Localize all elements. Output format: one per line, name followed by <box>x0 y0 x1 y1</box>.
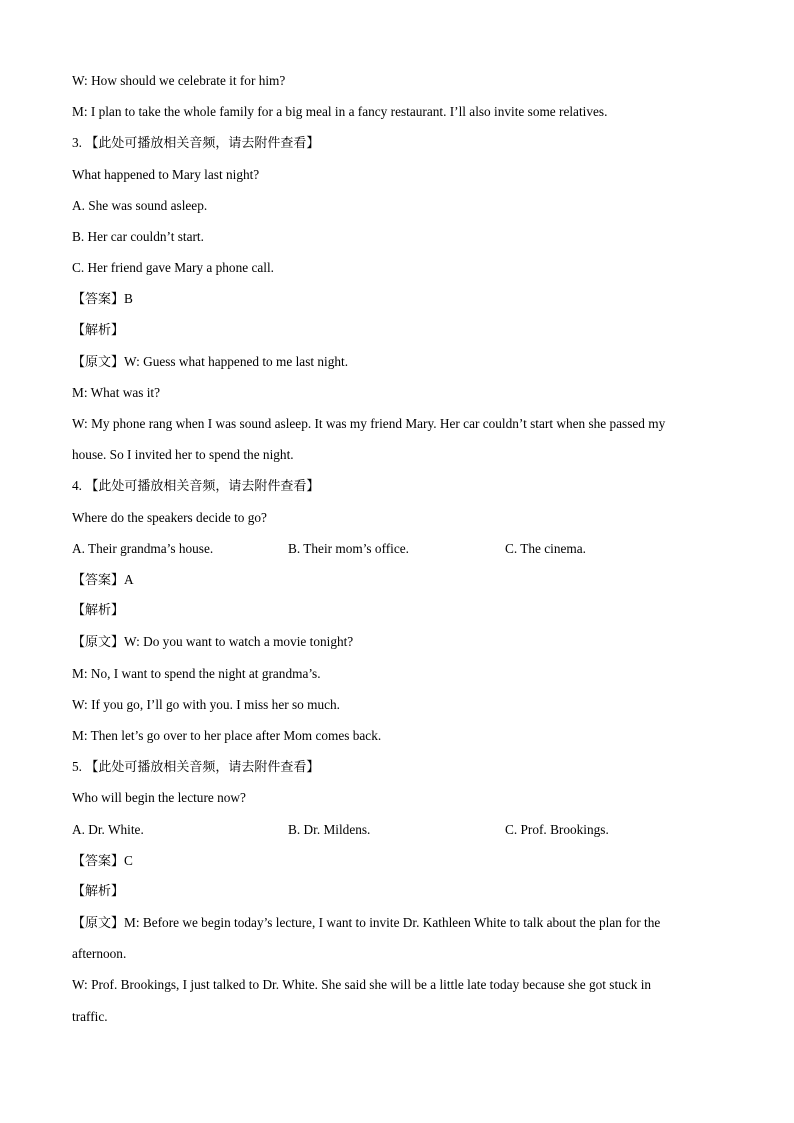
transcript-tag: 【原文】 <box>72 354 125 370</box>
transcript-text: M: Before we begin today’s lecture, I want to invite Dr. Kathleen White to talk about the plan for the <box>124 915 661 931</box>
transcript-line <box>72 346 722 377</box>
question-number: 5. <box>72 759 82 775</box>
options-row <box>72 533 722 564</box>
dialogue-line: W: My phone rang when I was sound asleep. It was my friend Mary. Her car couldn’t start when she passed my <box>72 416 666 432</box>
option-a: A. Their grandma’s house. <box>72 540 214 556</box>
dialogue-line: M: No, I want to spend the night at grandma’s. <box>72 665 321 681</box>
dialogue-line: M: Then let’s go over to her place after Mom comes back. <box>72 727 382 743</box>
dialogue-line: W: Prof. Brookings, I just talked to Dr. White. She said she will be a little late today because she got stuck in <box>72 977 652 993</box>
transcript-line <box>72 626 722 657</box>
dialogue-line: house. So I invited her to spend the night. <box>72 447 294 463</box>
question-header-5 <box>72 751 722 782</box>
option-b: B. Dr. Mildens. <box>288 821 371 837</box>
options-row <box>72 814 722 845</box>
question-header-4 <box>72 470 722 501</box>
answer-tag: 【答案】 <box>72 573 125 588</box>
audio-placeholder-tag: 【此处可播放相关音频，请去附件查看】 <box>85 136 320 152</box>
answer-value: B <box>124 291 133 307</box>
dialogue-line: M: I plan to take the whole family for a big meal in a fancy restaurant. I’ll also invite some relatives. <box>72 104 608 120</box>
answer-tag: 【答案】 <box>72 292 125 308</box>
transcript-tag: 【原文】 <box>72 635 125 651</box>
transcript-line <box>72 907 722 938</box>
question-text: Who will begin the lecture now? <box>72 790 246 806</box>
answer-value: A <box>124 572 134 587</box>
transcript-text: W: Guess what happened to me last night. <box>124 353 349 369</box>
option-b: B. Their mom’s office. <box>288 540 410 556</box>
option-c: C. The cinema. <box>505 540 586 556</box>
answer-line <box>72 845 722 876</box>
answer-line <box>72 564 722 595</box>
analysis-tag: 【解析】 <box>72 603 125 619</box>
transcript-text: W: Do you want to watch a movie tonight? <box>124 634 354 650</box>
question-text: Where do the speakers decide to go? <box>72 509 267 525</box>
audio-placeholder-tag: 【此处可播放相关音频，请去附件查看】 <box>85 760 320 776</box>
option-c: C. Her friend gave Mary a phone call. <box>72 260 274 276</box>
dialogue-line: W: How should we celebrate it for him? <box>72 73 286 88</box>
question-number: 3. <box>72 135 82 151</box>
answer-value: C <box>124 852 133 868</box>
option-c: C. Prof. Brookings. <box>505 821 609 837</box>
document-page <box>72 65 722 1032</box>
question-text: What happened to Mary last night? <box>72 166 260 182</box>
audio-placeholder-tag: 【此处可播放相关音频，请去附件查看】 <box>85 479 320 495</box>
option-a: A. She was sound asleep. <box>72 197 208 213</box>
option-a: A. Dr. White. <box>72 821 144 837</box>
dialogue-line: M: What was it? <box>72 384 161 400</box>
dialogue-line: W: If you go, I’ll go with you. I miss her so much. <box>72 696 340 712</box>
dialogue-line: traffic. <box>72 1008 108 1024</box>
answer-tag: 【答案】 <box>72 853 125 869</box>
option-b: B. Her car couldn’t start. <box>72 228 204 244</box>
dialogue-line: afternoon. <box>72 946 127 962</box>
answer-line <box>72 283 722 314</box>
question-number: 4. <box>72 478 82 494</box>
analysis-tag: 【解析】 <box>72 322 125 338</box>
transcript-tag: 【原文】 <box>72 916 125 932</box>
question-header-3 <box>72 127 722 158</box>
analysis-tag: 【解析】 <box>72 883 125 899</box>
